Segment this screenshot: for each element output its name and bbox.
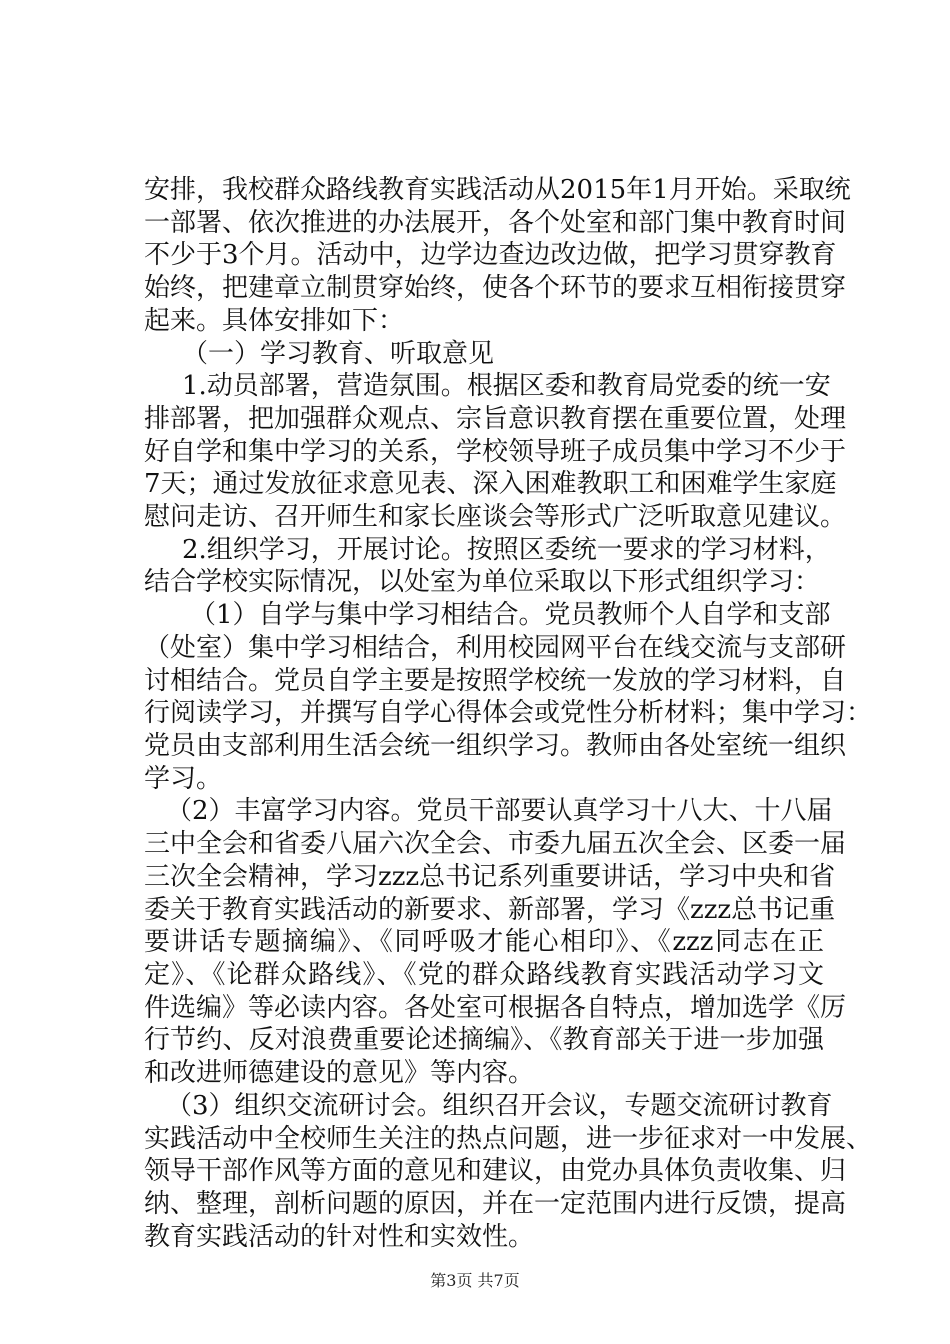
text-line: （2）丰富学习内容。党员干部要认真学习十八大、十八届	[166, 796, 833, 826]
text-line: 好自学和集中学习的关系，学校领导班子成员集中学习不少于	[144, 437, 847, 467]
text-line: 要讲话专题摘编》、《同呼吸才能心相印》、《zzz同志在正	[144, 927, 824, 957]
text-line: 三次全会精神，学习zzz总书记系列重要讲话，学习中央和省	[144, 862, 836, 892]
text-line: 安排，我校群众路线教育实践活动从2015年1月开始。采取统	[144, 175, 851, 205]
text-line: 排部署，把加强群众观点、宗旨意识教育摆在重要位置，处理	[144, 404, 847, 434]
text-line: 一部署、依次推进的办法展开，各个处室和部门集中教育时间	[144, 208, 847, 238]
text-line: 慰问走访、召开师生和家长座谈会等形式广泛听取意见建议。	[144, 502, 847, 532]
text-line: （1）自学与集中学习相结合。党员教师个人自学和支部	[190, 600, 831, 630]
text-line: 学习。	[144, 764, 223, 794]
text-line: 委关于教育实践活动的新要求、新部署，学习《zzz总书记重	[144, 895, 836, 925]
text-line: 党员由支部利用生活会统一组织学习。教师由各处室统一组织	[144, 731, 847, 761]
text-line: 实践活动中全校师生关注的热点问题，进一步征求对一中发展、	[144, 1124, 873, 1154]
text-line: 始终，把建章立制贯穿始终，使各个环节的要求互相衔接贯穿	[144, 273, 847, 303]
text-line: 不少于3个月。活动中，边学边查边改边做，把学习贯穿教育	[144, 240, 837, 270]
text-line: 起来。具体安排如下：	[144, 306, 405, 336]
section-heading: （一）学习教育、听取意见	[182, 339, 495, 369]
text-line: （处室）集中学习相结合，利用校园网平台在线交流与支部研	[144, 633, 847, 663]
text-line: 教育实践活动的针对性和实效性。	[144, 1222, 535, 1252]
text-line: 行节约、反对浪费重要论述摘编》、《教育部关于进一步加强	[144, 1025, 824, 1055]
text-line: 7天；通过发放征求意见表、深入困难教职工和困难学生家庭	[144, 469, 837, 499]
text-line: 定》、《论群众路线》、《党的群众路线教育实践活动学习文	[144, 960, 824, 990]
text-line: 纳、整理，剖析问题的原因，并在一定范围内进行反馈，提高	[144, 1189, 847, 1219]
text-line: 件选编》等必读内容。各处室可根据各自特点，增加选学《厉	[144, 993, 847, 1023]
page-footer	[0, 1271, 950, 1291]
text-line: 领导干部作风等方面的意见和建议，由党办具体负责收集、归	[144, 1156, 847, 1186]
text-line: 三中全会和省委八届六次全会、市委九届五次全会、区委一届	[144, 829, 847, 859]
text-line: 和改进师德建设的意见》等内容。	[144, 1058, 535, 1088]
text-line: 行阅读学习，并撰写自学心得体会或党性分析材料；集中学习：	[144, 698, 873, 728]
page-number-label: 第3页 共7页	[430, 1271, 520, 1290]
text-line: 结合学校实际情况，以处室为单位采取以下形式组织学习：	[144, 567, 821, 597]
text-line: （3）组织交流研讨会。组织召开会议，专题交流研讨教育	[166, 1091, 833, 1121]
text-line: 讨相结合。党员自学主要是按照学校统一发放的学习材料，自	[144, 666, 847, 696]
text-line: 1.动员部署，营造氛围。根据区委和教育局党委的统一安	[182, 371, 831, 401]
text-line: 2.组织学习，开展讨论。按照区委统一要求的学习材料，	[182, 535, 831, 565]
